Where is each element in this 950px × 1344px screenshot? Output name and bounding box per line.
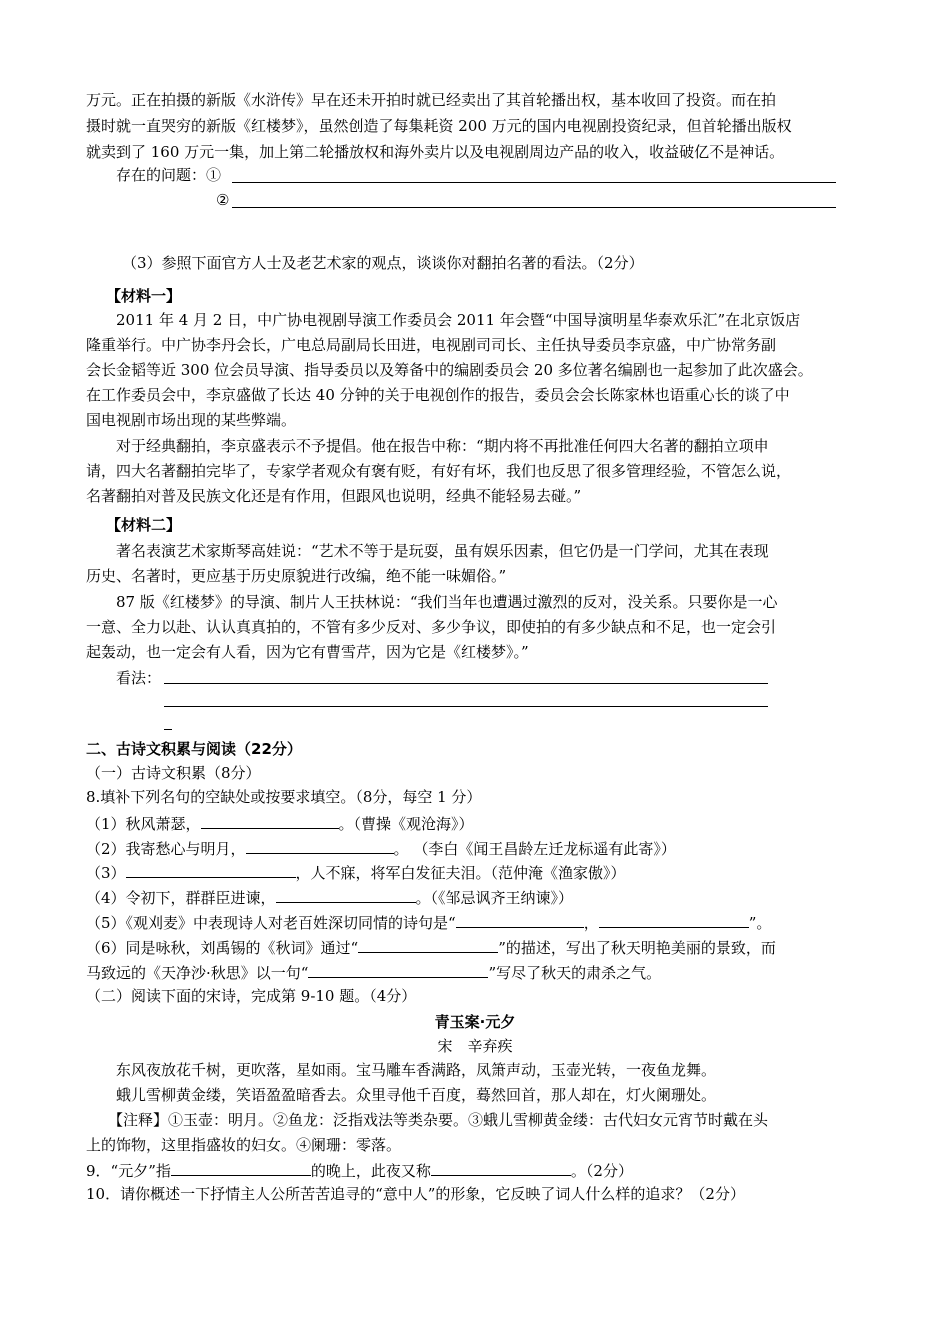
passage-line: 就卖到了 160 万元一集，加上第二轮播放权和海外卖片以及电视剧周边产品的收入，收益破亿不是神话。 (86, 143, 785, 161)
q8-5-text: （5）《观刈麦》中表现诗人对老百姓深切同情的诗句是“ (86, 914, 456, 932)
q8-prompt: 8.填补下列名句的空缺处或按要求填空。（8分，每空 1 分） (86, 788, 482, 806)
poem-title: 青玉案·元夕 (434, 1013, 516, 1031)
q9 (86, 1159, 633, 1181)
material1-line: 对于经典翻拍，李京盛表示不予提倡。他在报告中称：“期内将不再批准任何四大名著的翻拍立项申 (116, 437, 769, 455)
q9-score: 。（2分） (570, 1162, 633, 1180)
section2-sub2: （二）阅读下面的宋诗，完成第 9-10 题。（4分） (86, 987, 417, 1005)
q8-4 (86, 886, 573, 908)
section2-title: 二、古诗文积累与阅读（22分） (86, 740, 302, 758)
material1-line: 会长金韬等近 300 位会员导演、指导委员以及筹备中的编剧委员会 20 多位著名编剧也一起参加了此次盛会。 (86, 361, 813, 379)
q8-4-text: （4）令初下，群群臣进谏， (86, 889, 276, 907)
q9-text: 9．“元夕”指 (86, 1162, 171, 1180)
material1-line: 隆重举行。中广协李丹会长，广电总局副局长田进，电视剧司司长、主任执导委员李京盛，中广协常务副 (86, 336, 777, 354)
q8-5 (86, 911, 771, 933)
view-answer-line-2[interactable] (164, 706, 768, 707)
material2-line: 起轰动，也一定会有人看，因为它有曹雪芹，因为它是《红楼梦》。” (86, 643, 529, 661)
q8-6-text-4: ”写尽了秋天的肃杀之气。 (488, 964, 662, 982)
q8-4-source: 。（《邹忌讽齐王纳谏》） (415, 889, 574, 907)
poem-line: 东风夜放花千树，更吹落，星如雨。宝马雕车香满路，凤箫声动，玉壶光转，一夜鱼龙舞。 (116, 1061, 717, 1079)
passage-line: 摄时就一直哭穷的新版《红楼梦》，虽然创造了每集耗资 200 万元的国内电视剧投资纪录，但首轮播出版权 (86, 117, 792, 135)
q8-1 (86, 812, 474, 834)
q8-1-source: 。（曹操《观沧海》） (338, 815, 474, 833)
poem-line: 蛾儿雪柳黄金缕，笑语盈盈暗香去。众里寻他千百度，蓦然回首，那人却在，灯火阑珊处。 (116, 1086, 717, 1104)
poem-author: 宋 辛弃疾 (437, 1037, 513, 1055)
q8-3-blank[interactable] (126, 861, 296, 878)
q8-4-blank[interactable] (276, 886, 416, 903)
q8-6-blank-1[interactable] (358, 936, 498, 953)
answer-line-2[interactable] (232, 207, 836, 208)
material1-line: 名著翻拍对普及民族文化还是有作用，但跟风也说明，经典不能轻易去碰。” (86, 487, 582, 505)
q8-5-blank-1[interactable] (456, 911, 584, 928)
q9-text-2: 的晚上，此夜又称 (310, 1162, 431, 1180)
material1-title: 【材料一】 (106, 287, 182, 305)
q8-2 (86, 837, 676, 859)
q8-6-cont (86, 961, 661, 983)
q8-2-blank[interactable] (246, 837, 394, 854)
material1-line: 国电视剧市场出现的某些弊端。 (86, 411, 297, 429)
q8-3-number: （3） (86, 864, 126, 882)
q8-1-text: （1）秋风萧瑟， (86, 815, 201, 833)
material1-line: 请，四大名著翻拍完毕了，专家学者观众有褒有贬，有好有坏，我们也反思了很多管理经验，不管怎么说， (86, 462, 792, 480)
material2-line: 87 版《红楼梦》的导演、制片人王扶林说：“我们当年也遭遇过激烈的反对，没关系。只要你是一心 (116, 593, 778, 611)
material2-line: 著名表演艺术家斯琴高娃说：“艺术不等于是玩耍，虽有娱乐因素，但它仍是一门学问，尤其在表现 (116, 542, 769, 560)
q8-6 (86, 936, 776, 958)
q8-5-blank-2[interactable] (599, 911, 749, 928)
q8-1-blank[interactable] (201, 812, 339, 829)
view-label: 看法： (116, 669, 162, 687)
q8-6-text-2: ”的描述，写出了秋天明艳美丽的景致，而 (498, 939, 776, 957)
q3-prompt: （3）参照下面官方人士及老艺术家的观点，谈谈你对翻拍名著的看法。（2分） (122, 254, 644, 272)
q8-3 (86, 861, 626, 883)
passage-line: 万元。正在拍摄的新版《水浒传》早在还未开拍时就已经卖出了其首轮播出权，基本收回了投资。而在拍 (86, 91, 777, 109)
q10: 10．请你概述一下抒情主人公所苦苦追寻的“意中人”的形象，它反映了词人什么样的追求？（2分） (86, 1185, 745, 1203)
note-line: 上的饰物，这里指盛妆的妇女。④阑珊：零落。 (86, 1136, 402, 1154)
material2-title: 【材料二】 (106, 516, 182, 534)
material1-line: 2011 年 4 月 2 日，中广协电视剧导演工作委员会 2011 年会暨“中国导演明星华泰欢乐汇”在北京饭店 (116, 311, 801, 329)
q9-blank-1[interactable] (171, 1159, 311, 1176)
material1-line: 在工作委员会中，李京盛做了长达 40 分钟的关于电视创作的报告，委员会会长陈家林也语重心长的谈了中 (86, 386, 790, 404)
view-answer-line-3[interactable] (164, 729, 172, 730)
material2-line: 历史、名著时，更应基于历史原貌进行改编，绝不能一味媚俗。” (86, 567, 507, 585)
answer-line-1[interactable] (232, 182, 836, 183)
note-line: 【注释】①玉壶：明月。②鱼龙：泛指戏法等类杂要。③蛾儿雪柳黄金缕：古代妇女元宵节时戴在头 (108, 1111, 769, 1129)
q8-5-comma: ， (583, 914, 599, 932)
section2-sub1: （一）古诗文积累（8分） (86, 764, 261, 782)
q8-2-text: （2）我寄愁心与明月， (86, 840, 246, 858)
q8-5-end: ”。 (748, 914, 772, 932)
q8-6-text: （6）同是咏秋，刘禹锡的《秋词》通过“ (86, 939, 359, 957)
q8-2-source: 。 （李白《闻王昌龄左迁龙标遥有此寄》） (393, 840, 676, 858)
q8-6-blank-2[interactable] (308, 961, 488, 978)
q8-6-text-3: 马致远的《天净沙·秋思》以一句“ (86, 964, 309, 982)
q8-3-text: ，人不寐，将军白发征夫泪。（范仲淹《渔家傲》） (295, 864, 626, 882)
problem-second-label: ② (216, 191, 230, 209)
q9-blank-2[interactable] (431, 1159, 571, 1176)
problem-label: 存在的问题：① (116, 166, 222, 184)
view-answer-line-1[interactable] (164, 683, 768, 684)
material2-line: 一意、全力以赴、认认真真拍的，不管有多少反对、多少争议，即使拍的有多少缺点和不足，也一定会引 (86, 618, 777, 636)
